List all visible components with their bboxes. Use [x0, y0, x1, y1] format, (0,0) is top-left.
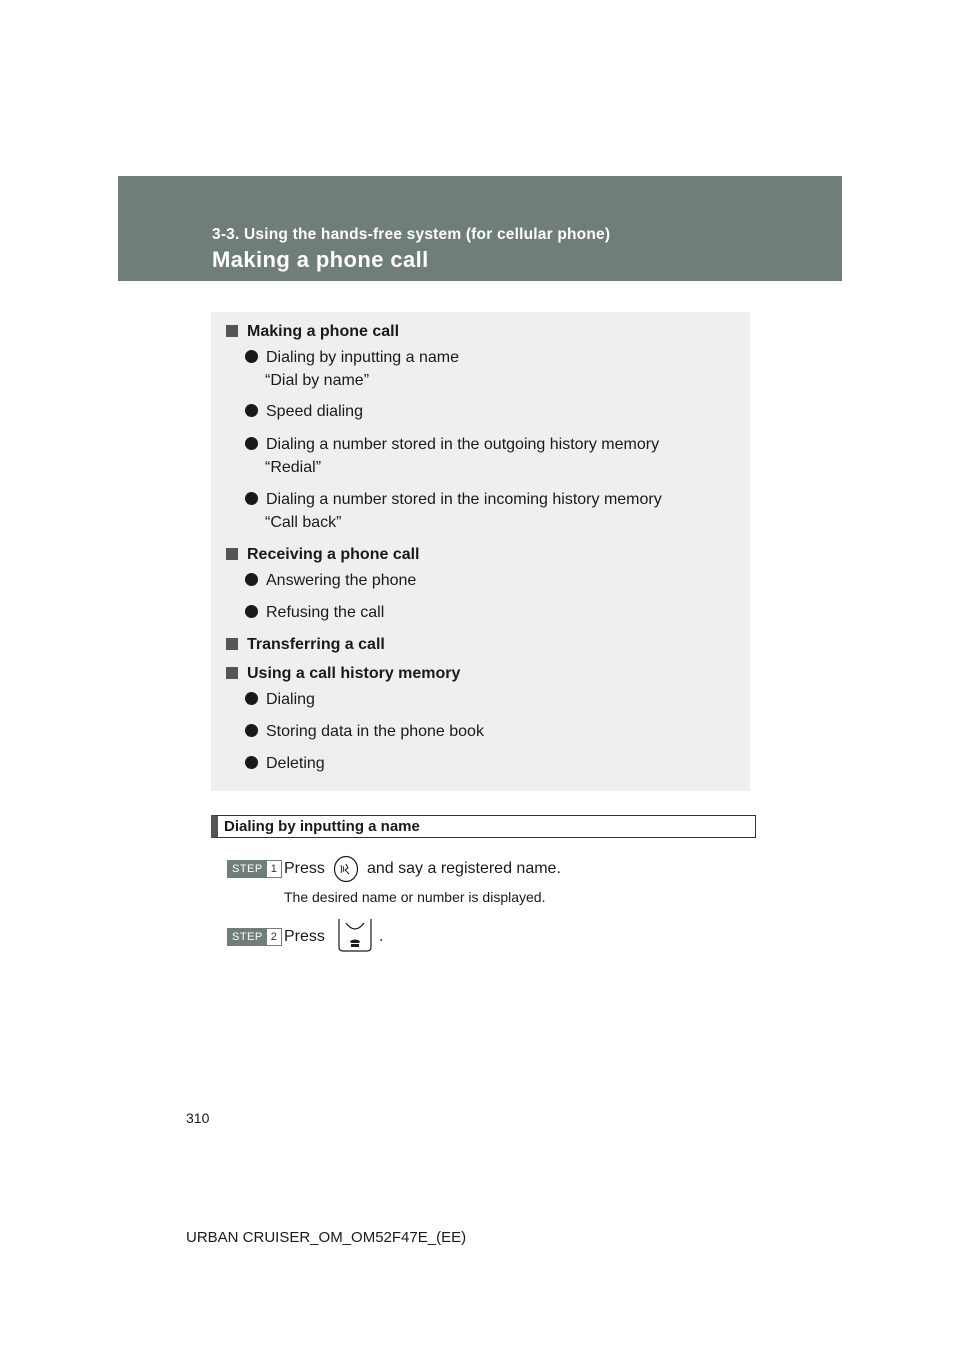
summary-item-call-back: Dialing a number stored in the incoming history memory — [245, 491, 662, 509]
step-1-note: The desired name or number is displayed. — [284, 889, 546, 905]
step-word: STEP — [228, 929, 267, 945]
summary-item-history-deleting: Deleting — [245, 755, 325, 773]
round-bullet-icon — [245, 724, 258, 737]
off-hook-switch-icon — [337, 917, 373, 953]
step-1-press-text: Press — [284, 860, 325, 877]
round-bullet-icon — [245, 404, 258, 417]
summary-item-history-storing: Storing data in the phone book — [245, 723, 484, 741]
square-bullet-icon — [226, 548, 238, 560]
summary-heading-history: Using a call history memory — [226, 665, 460, 683]
square-bullet-icon — [226, 638, 238, 650]
subsection-title: Dialing by inputting a name — [224, 818, 420, 835]
summary-heading-transferring: Transferring a call — [226, 636, 385, 654]
summary-item-redial: Dialing a number stored in the outgoing history memory — [245, 436, 659, 454]
summary-heading-making: Making a phone call — [226, 323, 399, 341]
subsection-heading — [211, 815, 756, 838]
round-bullet-icon — [245, 573, 258, 586]
talk-switch-icon — [333, 855, 359, 883]
step-number: 1 — [267, 861, 281, 877]
step-word: STEP — [228, 861, 267, 877]
square-bullet-icon — [226, 325, 238, 337]
page-number: 310 — [186, 1110, 210, 1126]
summary-heading-receiving: Receiving a phone call — [226, 546, 420, 564]
round-bullet-icon — [245, 605, 258, 618]
step-1-badge — [227, 860, 282, 878]
summary-quote-redial: “Redial” — [265, 459, 322, 476]
round-bullet-icon — [245, 492, 258, 505]
section-label: 3-3. Using the hands-free system (for cellular phone) — [212, 226, 611, 243]
summary-quote-call-back: “Call back” — [265, 514, 342, 531]
summary-item-dial-by-name: Dialing by inputting a name — [245, 349, 459, 367]
step-2-press-text: Press — [284, 928, 325, 945]
round-bullet-icon — [245, 350, 258, 363]
summary-item-speed-dialing: Speed dialing — [245, 403, 363, 421]
step-1-instruction: and say a registered name. — [367, 860, 561, 877]
summary-item-refusing: Refusing the call — [245, 604, 384, 622]
step-2-period: . — [379, 928, 384, 945]
round-bullet-icon — [245, 437, 258, 450]
chapter-header-band — [118, 176, 842, 281]
square-bullet-icon — [226, 667, 238, 679]
summary-box — [211, 312, 750, 791]
summary-quote-dial-by-name: “Dial by name” — [265, 372, 370, 389]
step-number: 2 — [267, 929, 281, 945]
round-bullet-icon — [245, 692, 258, 705]
document-code: URBAN CRUISER_OM_OM52F47E_(EE) — [186, 1229, 467, 1246]
step-2-badge — [227, 928, 282, 946]
page-title: Making a phone call — [212, 247, 429, 272]
summary-item-history-dialing: Dialing — [245, 691, 315, 709]
round-bullet-icon — [245, 756, 258, 769]
summary-item-answering: Answering the phone — [245, 572, 416, 590]
